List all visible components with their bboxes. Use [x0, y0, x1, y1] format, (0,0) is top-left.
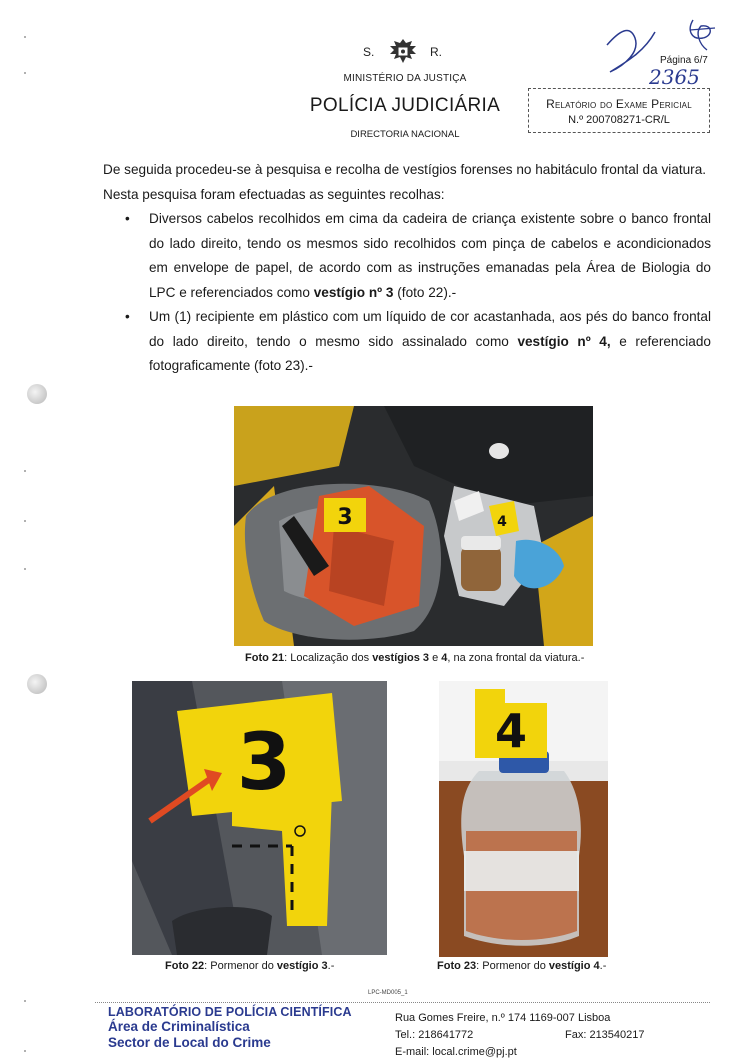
- directorate-name: DIRECTORIA NACIONAL: [350, 129, 460, 140]
- svg-text:4: 4: [494, 704, 528, 758]
- svg-text:3: 3: [337, 505, 353, 530]
- telephone: Tel.: 218641772: [395, 1029, 474, 1041]
- svg-text:4: 4: [497, 514, 507, 530]
- handwritten-signature: [595, 10, 745, 90]
- caption-foto-23: Foto 23: Pormenor do vestígio 4.-: [437, 960, 607, 972]
- area-name: Área de Criminalística: [108, 1019, 250, 1034]
- lab-name: LABORATÓRIO DE POLÍCIA CIENTÍFICA: [108, 1005, 352, 1019]
- photo-21: [234, 406, 593, 646]
- intro-paragraph: De seguida procedeu-se à pesquisa e recolha de vestígios forenses no habitáculo frontal da viatura.: [103, 162, 707, 177]
- margin-mark: [24, 36, 26, 38]
- handwritten-number: 2365: [649, 65, 700, 89]
- evidence-ref: vestígio nº 4,: [517, 333, 611, 349]
- svg-text:3: 3: [236, 718, 292, 808]
- ministry-name: MINISTÉRIO DA JUSTIÇA: [343, 73, 467, 84]
- address: Rua Gomes Freire, n.º 174 1169-007 Lisboa: [395, 1012, 611, 1024]
- caption-foto-21: Foto 21: Localização dos vestígios 3 e 4, na zona frontal da viatura.-: [245, 652, 585, 664]
- list-item: • Diversos cabelos recolhidos em cima da cadeira de criança existente sobre o banco frontal do lado direito, tendo os mesmos sido recolhidos com pinça de cabelos e acondicionados em envelope de papel, de acordo com as instruções emanadas pela Área de Biologia do LPC e referenciados como vestígio nº 3 (foto 22).-: [103, 207, 711, 305]
- report-title: Relatório do Exame Pericial: [546, 97, 692, 111]
- margin-mark: [24, 470, 26, 472]
- email: E-mail: local.crime@pj.pt: [395, 1046, 517, 1058]
- punch-hole: [27, 674, 47, 694]
- report-number: N.º 200708271-CR/L: [568, 114, 670, 126]
- intro-paragraph-2: Nesta pesquisa foram efectuadas as seguintes recolhas:: [103, 186, 445, 202]
- form-code: LPC-MD005_1: [368, 990, 408, 996]
- agency-name: POLÍCIA JUDICIÁRIA: [309, 95, 501, 116]
- margin-mark: [24, 1000, 26, 1002]
- photo-23: [439, 681, 608, 957]
- bullet-icon: •: [125, 211, 130, 226]
- margin-mark: [24, 1050, 26, 1052]
- page-number: Página 6/7: [660, 55, 708, 66]
- photo-22: [132, 681, 387, 955]
- s-letter: S.: [363, 45, 375, 59]
- r-letter: R.: [430, 45, 442, 59]
- margin-mark: [24, 72, 26, 74]
- footer-divider: [95, 1002, 710, 1003]
- margin-mark: [24, 520, 26, 522]
- sector-name: Sector de Local do Crime: [108, 1035, 271, 1050]
- evidence-ref: vestígio nº 3: [313, 284, 394, 300]
- list-item: • Um (1) recipiente em plástico com um líquido de cor acastanhada, aos pés do banco frontal do lado direito, tendo o mesmo sido assinalado como vestígio nº 4, e referenciado fotograficamente (foto 23).-: [103, 305, 711, 379]
- bullet-icon: •: [125, 309, 130, 324]
- punch-hole: [27, 384, 47, 404]
- fax: Fax: 213540217: [565, 1029, 645, 1041]
- caption-foto-22: Foto 22: Pormenor do vestígio 3.-: [165, 960, 335, 972]
- body-text: [103, 158, 711, 379]
- evidence-marker-3: [324, 498, 366, 532]
- margin-mark: [24, 568, 26, 570]
- coat-of-arms-icon: [385, 37, 421, 67]
- report-box: [528, 88, 710, 133]
